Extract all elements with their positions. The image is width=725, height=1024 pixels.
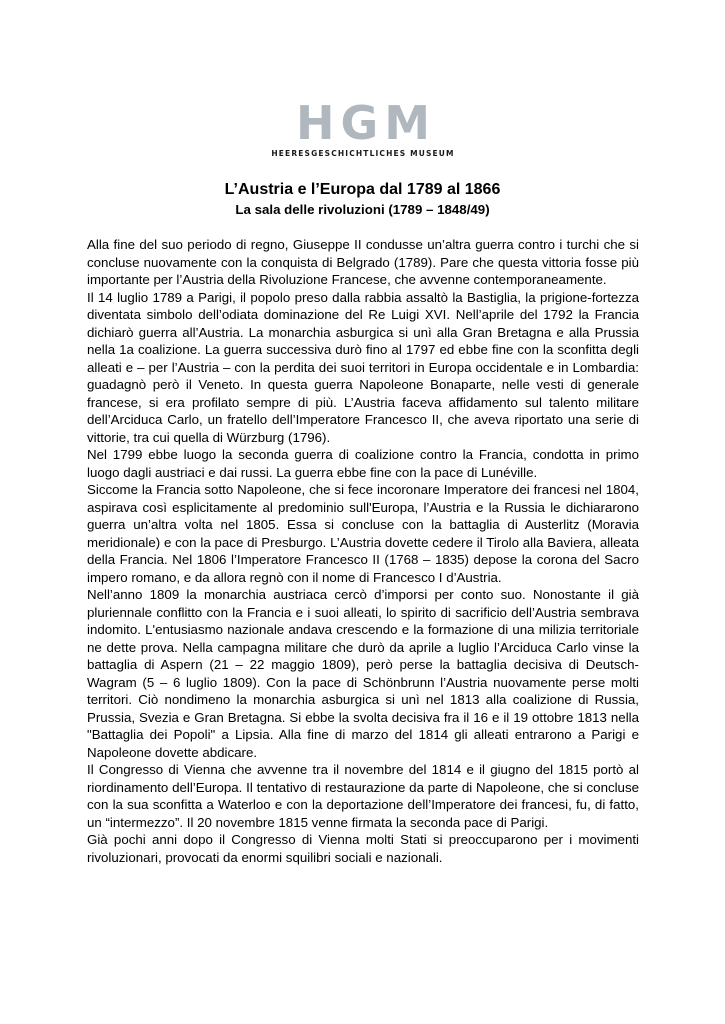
document-title: L’Austria e l’Europa dal 1789 al 1866 [224,181,501,198]
logo-mark: HGM [295,96,437,150]
paragraph-7: Già pochi anni dopo il Congresso di Vienna molti Stati si preoccuparono per i movimenti rivoluzionari, provocati da enormi squilibri sociali e nazionali. [87,832,639,865]
paragraph-5: Nell’anno 1809 la monarchia austriaca cercò d’imporsi per conto suo. Nonostante il già pluriennale conflitto con la Francia e i suoi alleati, lo spirito di sacrificio dell’Austria sembrava indomito. L'entusiasmo nazionale andava crescendo e la formazione di una milizia territoriale ne dette prova. Nella campagna militare che durò da aprile a luglio l’Arciduca Carlo vinse la battaglia di Aspern (21 – 22 maggio 1809), però perse la battaglia decisiva di Deutsch-Wagram (5 – 6 luglio 1809). Con la pace di Schönbrunn l’Austria nuovamente perse molti territori. Ciò nondimeno la monarchia asburgica si unì nel 1813 alla coalizione di Russia, Prussia, Svezia e Gran Bretagna. Si ebbe la svolta decisiva fra il 16 e il 19 ottobre 1813 nella "Battaglia dei Popoli" a Lipsia. Alla fine di marzo del 1814 gli alleati entrarono a Parigi e Napoleone dovette abdicare. [87,587,639,760]
paragraph-2: Il 14 luglio 1789 a Parigi, il popolo preso dalla rabbia assaltò la Bastiglia, la prigione-fortezza diventata simbolo dell’odiata dominazione del Re Luigi XVI. Nell’aprile del 1792 la Francia dichiarò guerra all’Austria. La monarchia asburgica si unì alla Gran Bretagna e alla Prussia nella 1a coalizione. La guerra successiva durò fino al 1797 ed ebbe fine con la sconfitta degli alleati e – per l’Austria – con la perdita dei suoi territori in Europa occidentale e in Lombardia: guadagnò però il Veneto. In questa guerra Napoleone Bonaparte, nelle vesti di generale francese, si era profilato sempre di più. L’Austria faceva affidamento sul talento militare dell’Arciduca Carlo, un fratello dell’Imperatore Francesco II, che aveva riportato una serie di vittorie, tra cui quella di Würzburg (1796). [87,289,639,445]
paragraph-4: Siccome la Francia sotto Napoleone, che si fece incoronare Imperatore dei francesi nel 1804, aspirava così esplicitamente al predominio sull'Europa, l’Austria e la Russia le dichiararono guerra un’altra volta nel 1805. Essa si concluse con la battaglia di Austerlitz (Moravia meridionale) e con la pace di Presburgo. L’Austria dovette cedere il Tirolo alla Baviera, alleata della Francia. Nel 1806 l’Imperatore Francesco II (1768 – 1835) depose la corona del Sacro impero romano, e da allora regnò con il nome di Francesco I d’Austria. [87,482,639,585]
document-subtitle: La sala delle rivoluzioni (1789 – 1848/49) [235,202,490,217]
paragraph-1: Alla fine del suo periodo di regno, Giuseppe II condusse un’altra guerra contro i turchi che si concluse nuovamente con la conquista di Belgrado (1789). Pare che questa vittoria fosse più importante per l’Austria della Rivoluzione Francese, che avvenne contemporaneamente. [87,237,639,287]
document-body [87,236,639,866]
logo-subtitle: HEERESGESCHICHTLICHES MUSEUM [271,149,455,158]
museum-logo [257,96,469,158]
paragraph-6: Il Congresso di Vienna che avvenne tra il novembre del 1814 e il giugno del 1815 portò al riordinamento dell’Europa. Il tentativo di restaurazione da parte di Napoleone, che si concluse con la sua sconfitta a Waterloo e con la deportazione dell’Imperatore dei francesi, fu, di fatto, un “intermezzo”. Il 20 novembre 1815 venne firmata la seconda pace di Parigi. [87,762,639,830]
paragraph-3: Nel 1799 ebbe luogo la seconda guerra di coalizione contro la Francia, condotta in primo luogo dagli austriaci e dai russi. La guerra ebbe fine con la pace di Lunéville. [87,447,639,480]
